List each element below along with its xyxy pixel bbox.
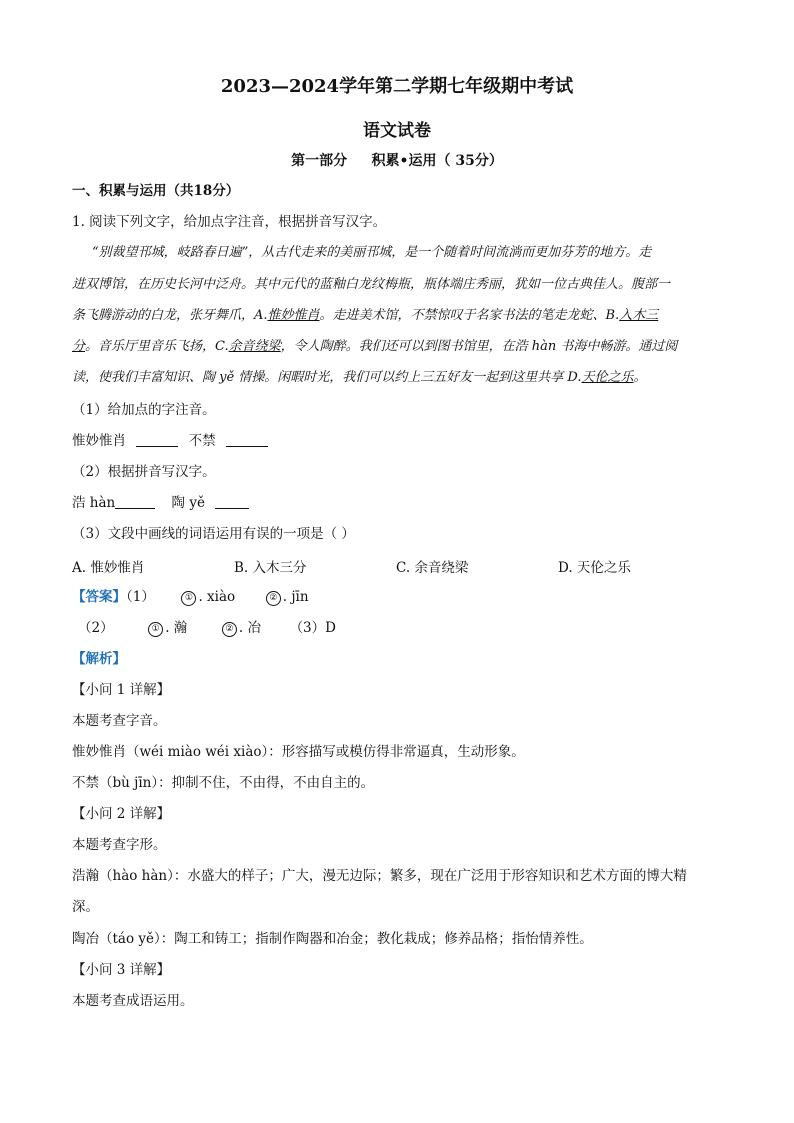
- passage-line-5: [72, 369, 722, 387]
- section-heading: 一、积累与运用（共18分）: [72, 183, 240, 199]
- option-d[interactable]: D. 天伦之乐: [558, 560, 631, 576]
- passage-text: 。音乐厅里音乐飞扬，C.: [85, 339, 229, 354]
- option-a[interactable]: A. 惟妙惟肖: [72, 560, 145, 576]
- passage-text: 。: [633, 370, 647, 385]
- option-c[interactable]: C. 余音绕梁: [396, 560, 469, 576]
- item-label: 陶 yě: [171, 495, 205, 511]
- analysis-text: 本题考查字音。: [72, 713, 167, 729]
- sub-question-1-label: （1）给加点的字注音。: [72, 402, 216, 418]
- analysis-text: 惟妙惟肖（wéi miào wéi xiào）：形容描写或模仿得非常逼真，生动形象。: [72, 744, 525, 760]
- exam-title: 2023—2024学年第二学期七年级期中考试: [220, 76, 574, 97]
- answer-tag: 【答案】: [72, 589, 126, 605]
- answer-value: . xiào: [198, 589, 236, 605]
- answer-label: （2）: [78, 620, 114, 636]
- circled-number-1: ①: [148, 622, 163, 637]
- passage-line-4: [72, 338, 722, 356]
- answer-label: （1）: [126, 589, 155, 605]
- exam-subtitle: 语文试卷: [363, 121, 431, 141]
- item-label: 浩 hàn: [72, 495, 116, 511]
- sub-question-2-label: （2）根据拼音写汉字。: [72, 464, 216, 480]
- passage-line-2: 进双博馆，在历史长河中泛舟。其中元代的蓝釉白龙纹梅瓶，瓶体端庄秀丽，犹如一位古典佳人。腹部一: [72, 277, 671, 292]
- analysis-text: 深。: [72, 899, 99, 915]
- circled-number-2: ②: [222, 622, 237, 637]
- answer-blank[interactable]: [136, 432, 178, 447]
- sub-3-detail-heading: 【小问 3 详解】: [72, 962, 171, 978]
- sub-question-1-items: [72, 432, 268, 450]
- sub-2-detail-heading: 【小问 2 详解】: [72, 806, 171, 822]
- analysis-tag: 【解析】: [72, 651, 126, 667]
- answer-value: . jīn: [282, 589, 309, 605]
- analysis-text: 浩瀚（hào hàn）：水盛大的样子；广大，漫无边际；繁多，现在广泛用于形容知识和艺术方面的博大精: [72, 868, 687, 884]
- underlined-word-b: 入木三: [619, 308, 659, 323]
- passage-text: 读，使我们丰富知识、陶 yě 情操。闲暇时光，我们可以约上三五好友一起到这里共享 D.: [72, 370, 582, 385]
- answer-value: . 冶: [238, 620, 261, 636]
- passage-text: ，令人陶醉。我们还可以到图书馆里，在浩 hàn 书海中畅游。通过阅: [280, 339, 678, 354]
- underlined-word-c: 余音绕梁: [228, 339, 281, 354]
- passage-line-3: [72, 307, 722, 325]
- sub-question-2-items: [72, 494, 249, 512]
- underlined-word-d: 天伦之乐: [581, 370, 634, 385]
- analysis-text: 本题考查成语运用。: [72, 993, 194, 1009]
- underlined-word-b-end: 分: [72, 339, 86, 354]
- sub-1-detail-heading: 【小问 1 详解】: [72, 682, 171, 698]
- option-b[interactable]: B. 入木三分: [234, 560, 307, 576]
- passage-line-1: “别裁望邗城，岐路春日遍”，从古代走来的美丽邗城，是一个随着时间流淌而更加芬芳的地方。走: [92, 245, 652, 260]
- item-label: 惟妙惟肖: [72, 433, 126, 449]
- analysis-text: 不禁（bù jīn）：抑制不住，不由得，不由自主的。: [72, 775, 375, 791]
- passage-text: 条飞腾游动的白龙，张牙舞爪，A.: [72, 308, 268, 323]
- answer-row-1: [72, 588, 309, 606]
- underlined-word-a: 惟妙惟肖: [267, 308, 320, 323]
- question-1-prompt: 1. 阅读下列文字，给加点字注音，根据拼音写汉字。: [72, 214, 387, 230]
- sub-question-3-label: （3）文段中画线的词语运用有误的一项是（ ）: [72, 526, 355, 542]
- part-heading: 第一部分 积累•运用（ 35分）: [291, 153, 503, 169]
- answer-blank[interactable]: [215, 494, 249, 509]
- passage-text: 。走进美术馆，不禁惊叹于名家书法的笔走龙蛇、B.: [319, 308, 620, 323]
- analysis-text: 本题考查字形。: [72, 837, 167, 853]
- circled-number-1: ①: [181, 591, 196, 606]
- answer-row-2: [78, 619, 336, 637]
- item-label: 不禁: [188, 433, 216, 449]
- circled-number-2: ②: [266, 591, 281, 606]
- answer-value: . 瀚: [165, 620, 188, 636]
- analysis-text: 陶冶（táo yě）：陶工和铸工；指制作陶器和冶金；教化栽成；修养品格；指怡情养性。: [72, 931, 593, 947]
- answer-blank[interactable]: [115, 494, 155, 509]
- answer-value: （3）D: [289, 620, 336, 636]
- answer-blank[interactable]: [226, 432, 268, 447]
